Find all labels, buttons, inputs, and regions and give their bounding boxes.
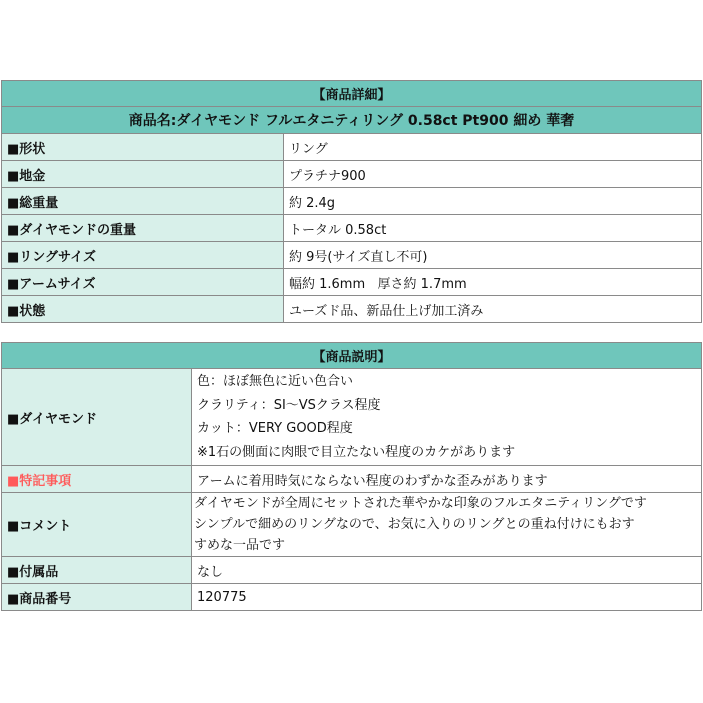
row-value: リング [284, 134, 702, 161]
table-row [2, 269, 702, 296]
row-label: ■総重量 [2, 188, 284, 215]
diamond-note: ※1石の側面に肉眼で目立たない程度のカケがあります [197, 444, 516, 460]
table-row [2, 188, 702, 215]
product-description-table [1, 342, 702, 611]
comment-label: ■コメント [2, 493, 192, 557]
details-header: 【商品詳細】 [2, 81, 702, 107]
diamond-label: ■ダイヤモンド [2, 369, 192, 466]
table-row [2, 369, 702, 466]
accessories-label: ■付属品 [2, 557, 192, 584]
row-label: ■アームサイズ [2, 269, 284, 296]
comment-text [192, 493, 702, 557]
diamond-clarity: クラリティ：SI～VSクラス程度 [197, 397, 381, 413]
comment-line: すめな一品です [194, 538, 286, 553]
comment-line: シンプルで細めのリングなので、お気に入りのリングとの重ね付けにもおす [194, 517, 635, 532]
table-row [2, 215, 702, 242]
diamond-color: 色：ほぼ無色に近い色合い [197, 374, 354, 389]
row-label: ■地金 [2, 161, 284, 188]
special-notes-value: アームに着用時気にならない程度のわずかな歪みがあります [192, 466, 702, 493]
row-value: ユーズド品、新品仕上げ加工済み [284, 296, 702, 323]
comment-line: ダイヤモンドが全周にセットされた華やかな印象のフルエタニティリングです [194, 496, 647, 511]
row-value: トータル 0.58ct [284, 215, 702, 242]
product-details-table [1, 80, 702, 323]
table-row [2, 584, 702, 611]
product-number-value: 120775 [192, 584, 702, 611]
special-notes-label: ■特記事項 [2, 466, 192, 493]
row-value: プラチナ900 [284, 161, 702, 188]
table-row [2, 466, 702, 493]
accessories-value: なし [192, 557, 702, 584]
row-label: ■状態 [2, 296, 284, 323]
table-row [2, 134, 702, 161]
table-row [2, 493, 702, 557]
table-row [2, 161, 702, 188]
row-label: ■リングサイズ [2, 242, 284, 269]
row-label: ■形状 [2, 134, 284, 161]
row-value: 約 2.4g [284, 188, 702, 215]
table-row [2, 557, 702, 584]
diamond-cut: カット：VERY GOOD程度 [197, 421, 353, 436]
row-value: 約 9号(サイズ直し不可) [284, 242, 702, 269]
description-header: 【商品説明】 [2, 343, 702, 369]
table-row [2, 242, 702, 269]
table-row [2, 296, 702, 323]
diamond-details [192, 369, 702, 466]
row-value: 幅約 1.6mm 厚さ約 1.7mm [284, 269, 702, 296]
product-name: 商品名:ダイヤモンド フルエタニティリング 0.58ct Pt900 細め 華奢 [2, 107, 702, 134]
product-number-label: ■商品番号 [2, 584, 192, 611]
row-label: ■ダイヤモンドの重量 [2, 215, 284, 242]
